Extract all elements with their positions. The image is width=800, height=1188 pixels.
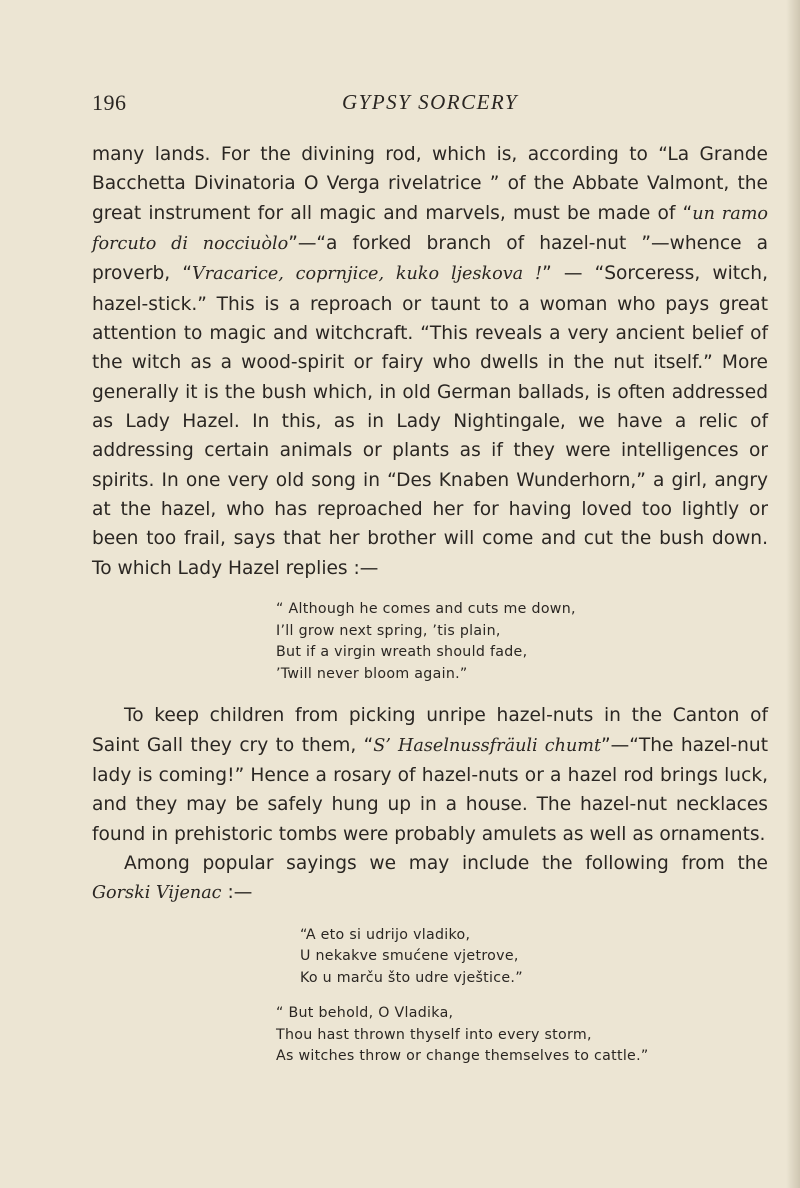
page-edge-shadow (786, 0, 800, 1188)
body-text (92, 140, 768, 1068)
verse-line: Ko u marču što udre vještice.” (300, 969, 523, 986)
paragraph-1-italic-a: un ramo forcuto di nocciuòlo (92, 203, 768, 255)
verse-hazel-reply (276, 599, 768, 685)
paragraph-3-text-b: :— (221, 882, 253, 904)
paragraph-2-text-a: To keep children from picking unripe hazel-nuts in the Canton of Saint Gall they cry to them, “ (92, 705, 768, 756)
verse-line: As witches throw or change themselves to cattle.” (276, 1048, 649, 1065)
paragraph-3 (92, 849, 768, 909)
paragraph-1-text-a: many lands. For the divining rod, which is, according to “La Grande Bacchetta Divinatoria O Verga rivelatrice ” of the Abbate Valmont, the great instrument for all magic and marvels, must be made of “ (92, 144, 768, 224)
verse-english-translation (276, 1003, 768, 1068)
running-head: GYPSY SORCERY (341, 90, 519, 114)
verse-serbian (300, 925, 768, 990)
verse-line: U nekakve smućene vjetrove, (300, 948, 519, 965)
page-number: 196 (92, 90, 127, 115)
verse-line: Thou hast thrown thyself into every storm, (276, 1026, 592, 1043)
paragraph-1 (92, 140, 768, 583)
paragraph-1-text-c: ” — “Sorceress, witch, hazel-stick.” This is a reproach or taunt to a woman who pays great attention to magic and witchcraft. “This reveals a very ancient belief of the witch as a wood-spirit or fairy who dwells in the nut itself.” More generally it is the bush which, in old German ballads, is often addressed as Lady Hazel. In this, as in Lady Nightingale, we have a relic of addressing certain animals or plants as if they were intelligences or spirits. In one very old song in “Des Knaben Wunderhorn,” a girl, angry at the hazel, who has reproached her for having loved too lightly or been too frail, says that her brother will come and cut the bush down. To which Lady Hazel replies :— (92, 263, 768, 579)
paragraph-1-italic-b: Vracarice, coprnjice, kuko ljeskova ! (192, 264, 543, 285)
verse-line: But if a virgin wreath should fade, (276, 644, 528, 661)
paragraph-3-italic-a: Gorski Vijenac (92, 883, 222, 904)
paragraph-2-italic-a: S’ Haselnussfräuli chumt (373, 735, 602, 756)
paragraph-3-text-a: Among popular sayings we may include the following from the (124, 852, 768, 874)
paragraph-1-text-b: ”—“a forked branch of hazel-nut ”—whence a proverb, “ (92, 233, 769, 285)
verse-line: “ Although he comes and cuts me down, (276, 601, 576, 618)
paragraph-2-text-b: ”—“The hazel-nut lady is coming!” Hence a rosary of hazel-nuts or a hazel rod brings luck, and they may be safely hung up in a house. The hazel-nut necklaces found in prehistoric tombs were probably amulets as well as ornaments. (92, 734, 769, 845)
verse-line: I’ll grow next spring, ’tis plain, (276, 622, 501, 639)
verse-line: ’Twill never bloom again.” (276, 665, 468, 682)
page-header (92, 90, 768, 120)
paragraph-2 (92, 701, 768, 849)
verse-line: “A eto si udrijo vladiko, (300, 926, 471, 943)
verse-line: “ But behold, O Vladika, (276, 1005, 454, 1022)
